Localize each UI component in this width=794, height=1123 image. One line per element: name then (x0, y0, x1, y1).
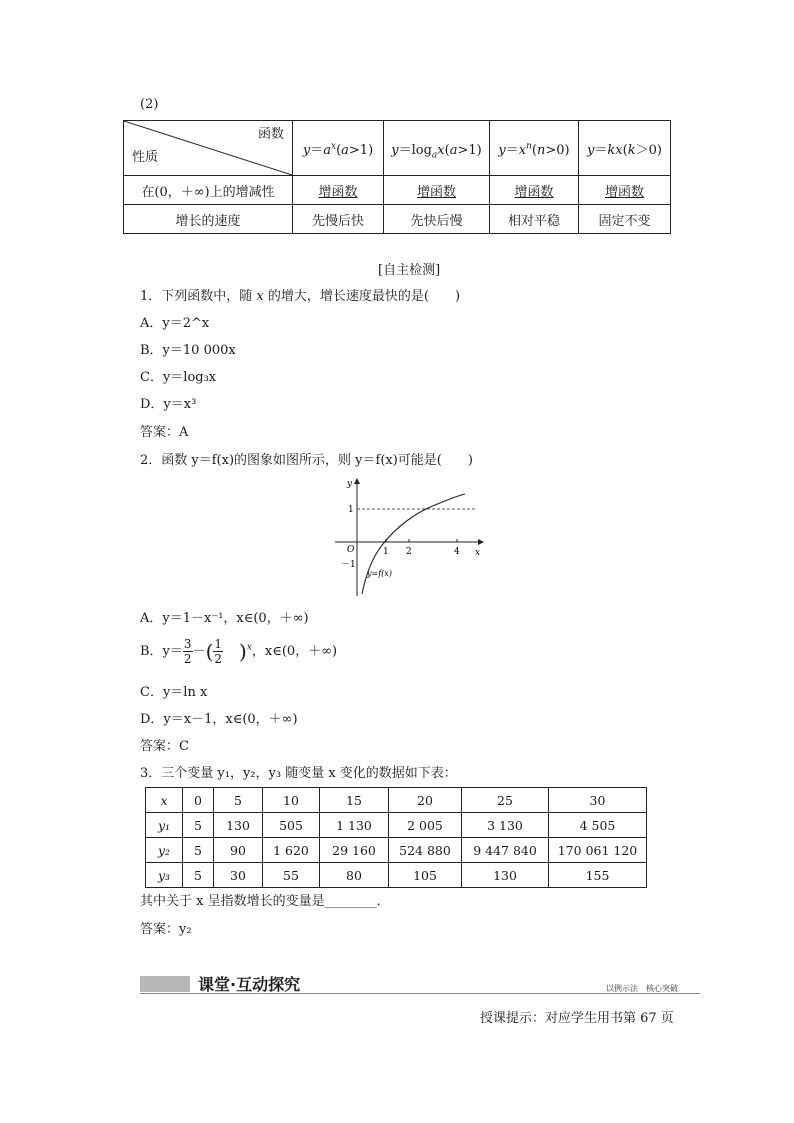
q3-stem: 3．三个变量 y₁，y₂，y₃ 随变量 x 变化的数据如下表： (140, 766, 457, 781)
q3-answer: 答案：y₂ (140, 922, 192, 937)
table-cell: 9 447 840 (462, 838, 549, 863)
row2-cell: 固定不变 (579, 205, 671, 234)
table-cell: 1 130 (320, 813, 389, 838)
x-axis-arrow (478, 539, 484, 545)
table-row (146, 863, 647, 888)
header-cell: 15 (320, 788, 389, 813)
q3-blank-line: 其中关于 x 呈指数增长的变量是________． (140, 894, 390, 909)
row2-cell: 先快后慢 (384, 205, 490, 234)
header-cell: 20 (389, 788, 462, 813)
x-tick-label: 4 (454, 547, 460, 557)
data-table (145, 787, 647, 888)
teaching-hint: 授课提示：对应学生用书第 67 页 (480, 1011, 674, 1026)
row2-label: 增长的速度 (124, 205, 293, 234)
y-axis-label: y (347, 479, 353, 489)
item-label: (2) (140, 97, 159, 112)
table-cell: 105 (389, 863, 462, 888)
row-label: y₂ (146, 838, 183, 863)
section-divider (140, 993, 700, 994)
x-axis-label: x (475, 548, 481, 558)
table-cell: 505 (263, 813, 320, 838)
q1-option-d: D．y＝x³ (140, 397, 197, 412)
table-cell: 1 620 (263, 838, 320, 863)
table-cell: 130 (214, 813, 263, 838)
row1-cell: 增函数 (416, 184, 456, 200)
table-cell: 3 130 (462, 813, 549, 838)
function-property-table (123, 120, 671, 234)
table-cell: 5 (183, 838, 214, 863)
row1-cell: 增函数 (318, 184, 358, 200)
header-cell: 25 (462, 788, 549, 813)
q2-option-c: C．y＝ln x (140, 685, 208, 700)
section-title: 课堂·互动探究 (198, 975, 301, 994)
q1-option-a: A．y＝2^x (140, 316, 210, 331)
row2-cell: 相对平稳 (490, 205, 579, 234)
y-tick-label: －1 (341, 560, 356, 570)
func-header-2: $y=\log_ax(a>1)$ (384, 121, 490, 176)
q2-stem: 2．函数 y＝f(x)的图象如图所示，则 y＝f(x)可能是( ) (140, 453, 473, 468)
table-cell: 90 (214, 838, 263, 863)
section-subtitle: 以例示法 核心突破 (606, 984, 678, 993)
table-cell: 30 (214, 863, 263, 888)
origin-label: O (347, 545, 355, 555)
header-cell: 10 (263, 788, 320, 813)
row-label: y₃ (146, 863, 183, 888)
section-header: [自主检测] (378, 263, 441, 278)
table-cell: 29 160 (320, 838, 389, 863)
header-cell: 0 (183, 788, 214, 813)
corner-bottom-label: 性质 (132, 150, 159, 165)
header-cell: x (146, 788, 183, 813)
table-cell: 55 (263, 863, 320, 888)
row1-label: 在(0，＋∞)上的增减性 (124, 176, 293, 205)
func-header-4: y＝kx(k＞0) (579, 121, 671, 176)
table-cell: 2 005 (389, 813, 462, 838)
row1-cell: 增函数 (604, 184, 644, 200)
q1-answer: 答案：A (140, 425, 189, 440)
row-label: y₁ (146, 813, 183, 838)
y-axis-arrow (354, 478, 360, 484)
table-cell: 524 880 (389, 838, 462, 863)
x-tick-label: 2 (406, 547, 412, 557)
table-cell: 5 (183, 813, 214, 838)
q1-stem: 1．下列函数中，随 x 的增大，增长速度最快的是( ) (140, 289, 461, 304)
table-cell: 130 (462, 863, 549, 888)
q2-option-d: D．y＝x－1，x∈(0，＋∞) (140, 712, 298, 727)
q2-option-b: B．y＝ $\frac{3}{2}$ －( $\frac{1}{2}$ )$^x$，x∈(0，＋∞) (140, 637, 338, 666)
curve-label: y=f(x) (367, 569, 392, 578)
table-cell: 170 061 120 (549, 838, 647, 863)
header-cell: 30 (549, 788, 647, 813)
q1-option-c: C．y＝log₃x (140, 370, 217, 385)
table-corner-cell (124, 121, 293, 176)
q1-option-b: B．y＝10 000x (140, 343, 236, 358)
row2-cell: 先慢后快 (293, 205, 384, 234)
row1-cell: 增函数 (514, 184, 554, 200)
q2-answer: 答案：C (140, 739, 189, 754)
q2-option-a: A．y＝1－x⁻¹，x∈(0，＋∞) (140, 611, 309, 626)
func-header-3: $y=x^n(n>0)$ (490, 121, 579, 176)
table-row (146, 838, 647, 863)
table-cell: 4 505 (549, 813, 647, 838)
y-tick-label: 1 (348, 505, 354, 515)
table-row (146, 813, 647, 838)
function-graph (335, 474, 485, 599)
table-cell: 80 (320, 863, 389, 888)
x-tick-label: 1 (383, 547, 389, 557)
corner-top-label: 函数 (257, 127, 284, 142)
func-header-1: $y=a^x(a>1)$ (293, 121, 384, 176)
table-cell: 5 (183, 863, 214, 888)
section-bar (140, 976, 190, 992)
table-cell: 155 (549, 863, 647, 888)
header-cell: 5 (214, 788, 263, 813)
